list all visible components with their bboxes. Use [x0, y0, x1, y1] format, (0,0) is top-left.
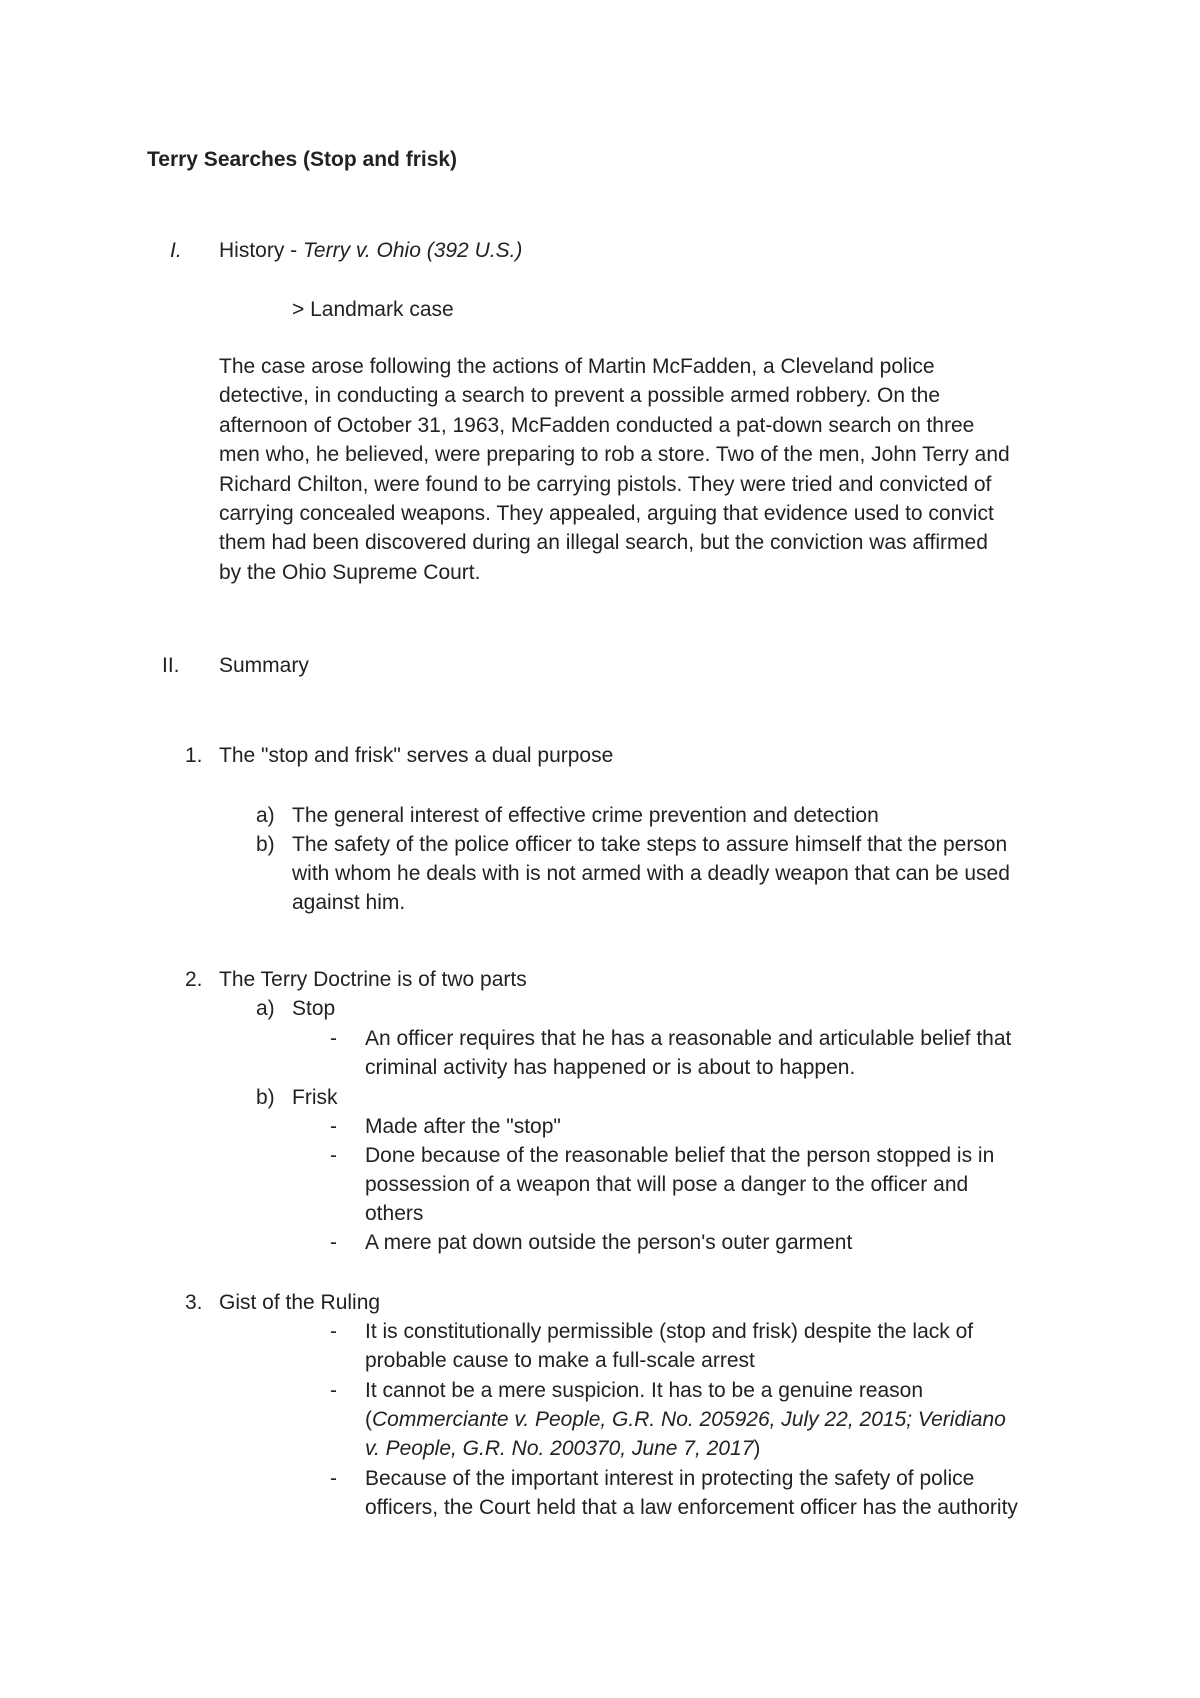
section-summary-heading: Summary [219, 654, 309, 677]
sub-mark-2b: b) [256, 1086, 275, 1109]
list-number-2: 2. [185, 968, 203, 991]
paragraph-line: detective, in conducting a search to prevent a possible armed robbery. On the [219, 384, 941, 408]
bullet-dash: - [330, 1231, 337, 1254]
bullet-line: Done because of the reasonable belief that the person stopped is in [365, 1144, 995, 1167]
sub-mark-2a: a) [256, 997, 275, 1020]
paragraph-line: Richard Chilton, were found to be carrying pistols. They were tried and convicted of [219, 472, 992, 496]
sub-item-2b-text: Frisk [292, 1086, 338, 1109]
bullet-dash: - [330, 1144, 337, 1167]
section-numeral-ii: II. [162, 654, 180, 677]
list-item-1-text: The "stop and frisk" serves a dual purpose [219, 744, 614, 767]
bullet-line: It cannot be a mere suspicion. It has to be a genuine reason [365, 1379, 924, 1402]
paragraph-line: by the Ohio Supreme Court. [219, 560, 481, 584]
section-history-heading: History - Terry v. Ohio (392 U.S.) [219, 239, 523, 262]
paragraph-line: The case arose following the actions of Martin McFadden, a Cleveland police [219, 355, 935, 378]
landmark-note: > Landmark case [292, 298, 454, 321]
list-item-2-text: The Terry Doctrine is of two parts [219, 968, 527, 991]
bullet-dash: - [330, 1379, 337, 1402]
bullet-line: A mere pat down outside the person's outer garment [365, 1231, 853, 1254]
sub-item-1a-text: The general interest of effective crime prevention and detection [292, 804, 879, 827]
bullet-line: officers, the Court held that a law enforcement officer has the authority [365, 1496, 1018, 1519]
case-citation: Terry v. Ohio (392 U.S.) [303, 239, 523, 262]
bullet-line: An officer requires that he has a reasonable and articulable belief that [365, 1027, 1012, 1050]
bullet-line-citation: v. People, G.R. No. 200370, June 7, 2017) [365, 1437, 761, 1460]
section-numeral-i: I. [170, 239, 182, 262]
bullet-dash: - [330, 1115, 337, 1138]
bullet-line: Made after the "stop" [365, 1115, 561, 1138]
bullet-dash: - [330, 1467, 337, 1490]
sub-item-1b-line: with whom he deals with is not armed with a deadly weapon that can be used [292, 862, 1010, 885]
sub-item-1b-line: The safety of the police officer to take steps to assure himself that the person [292, 833, 1008, 856]
bullet-dash: - [330, 1027, 337, 1050]
paragraph-line: men who, he believed, were preparing to rob a store. Two of the men, John Terry and [219, 443, 1010, 467]
history-paragraph [219, 352, 1099, 587]
document-title: Terry Searches (Stop and frisk) [147, 148, 458, 171]
sub-item-2a-text: Stop [292, 997, 336, 1020]
bullet-line: probable cause to make a full-scale arrest [365, 1349, 755, 1372]
paragraph-line: afternoon of October 31, 1963, McFadden conducted a pat-down search on three [219, 413, 975, 437]
list-item-3-text: Gist of the Ruling [219, 1291, 381, 1314]
bullet-line: possession of a weapon that will pose a danger to the officer and [365, 1173, 969, 1196]
paragraph-line: them had been discovered during an illegal search, but the conviction was affirmed [219, 531, 988, 555]
bullet-line-citation: (Commerciante v. People, G.R. No. 205926, July 22, 2015; Veridiano [365, 1408, 1006, 1431]
bullet-line: others [365, 1202, 424, 1225]
sub-mark-1b: b) [256, 833, 275, 856]
bullet-line: Because of the important interest in protecting the safety of police [365, 1467, 975, 1490]
list-number-3: 3. [185, 1291, 203, 1314]
sub-item-1b-line: against him. [292, 891, 406, 914]
paragraph-line: carrying concealed weapons. They appealed, arguing that evidence used to convict [219, 502, 994, 526]
bullet-line: It is constitutionally permissible (stop and frisk) despite the lack of [365, 1320, 974, 1343]
list-number-1: 1. [185, 744, 203, 767]
sub-mark-1a: a) [256, 804, 275, 827]
bullet-dash: - [330, 1320, 337, 1343]
bullet-line: criminal activity has happened or is about to happen. [365, 1056, 856, 1079]
